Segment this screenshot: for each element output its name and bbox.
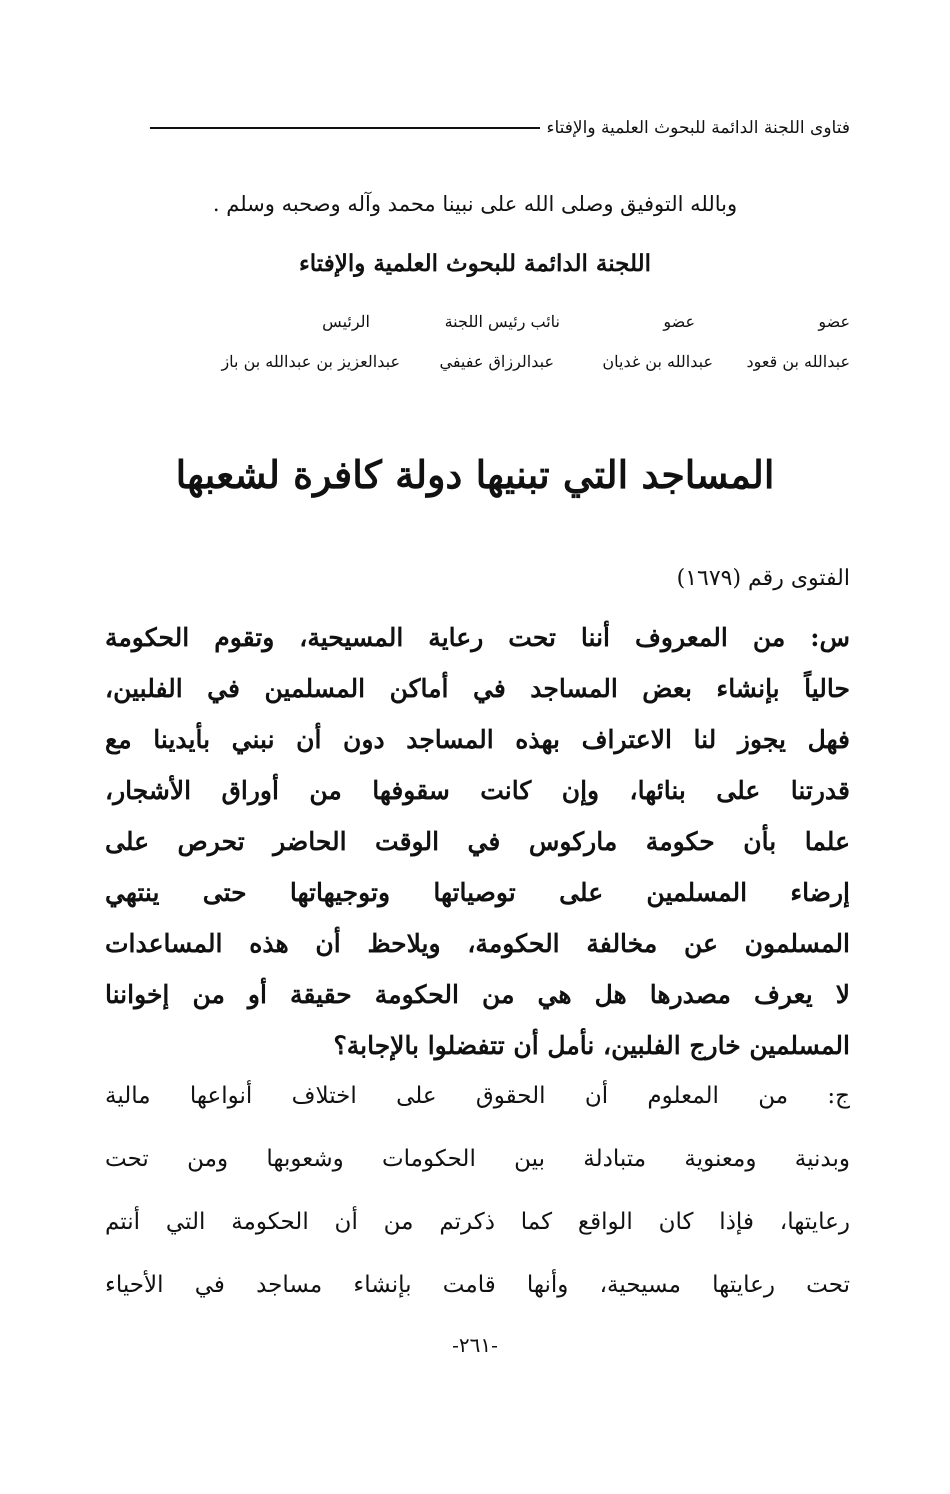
- question-line: فهل يجوز لنا الاعتراف بهذه المساجد دون أن نبني بأيدينا مع: [105, 725, 850, 754]
- committee-name: اللجنة الدائمة للبحوث العلمية والإفتاء: [298, 250, 652, 277]
- answer-line: تحت رعايتها مسيحية، وأنها قامت بإنشاء مساجد في الأحياء: [105, 1272, 850, 1298]
- signatory-role: الرئيس: [322, 312, 370, 331]
- answer-paragraph: [105, 1071, 850, 1323]
- signatory-name: عبدالله بن غديان: [602, 352, 713, 371]
- question-line: س: من المعروف أننا تحت رعاية المسيحية، وتقوم الحكومة: [105, 623, 850, 652]
- signatory-role: عضو: [818, 312, 850, 331]
- fatwa-number: الفتوى رقم (١٦٧٩): [676, 566, 850, 591]
- signatory-role: عضو: [663, 312, 695, 331]
- fatwa-title: المساجد التي تبنيها دولة كافرة لشعبها: [175, 452, 775, 497]
- question-line: المسلمين خارج الفلبين، نأمل أن تتفضلوا بالإجابة؟: [333, 1031, 850, 1060]
- answer-line: رعايتها، فإذا كان الواقع كما ذكرتم من أن الحكومة التي أنتم: [105, 1209, 850, 1235]
- question-paragraph: [105, 612, 850, 1071]
- signatory-role: نائب رئيس اللجنة: [444, 312, 560, 331]
- closing-formula: وبالله التوفيق وصلى الله على نبينا محمد وآله وصحبه وسلم .: [212, 192, 738, 216]
- question-line: المسلمون عن مخالفة الحكومة، ويلاحظ أن هذه المساعدات: [105, 929, 850, 958]
- signatory-name: عبدالله بن قعود: [746, 352, 850, 371]
- running-header-title: فتاوى اللجنة الدائمة للبحوث العلمية والإفتاء: [546, 118, 850, 138]
- signatory-name: عبدالعزيز بن عبدالله بن باز: [221, 352, 400, 371]
- answer-line: وبدنية ومعنوية متبادلة بين الحكومات وشعوبها ومن تحت: [105, 1146, 850, 1172]
- question-line: حالياً بإنشاء بعض المساجد في أماكن المسلمين في الفلبين،: [105, 674, 850, 703]
- signatory-name: عبدالرزاق عفيفي: [439, 352, 554, 371]
- question-line: قدرتنا على بنائها، وإن كانت سقوفها من أوراق الأشجار،: [105, 776, 850, 805]
- question-line: إرضاء المسلمين على توصياتها وتوجيهاتها حتى ينتهي: [105, 878, 850, 907]
- header-rule: [150, 127, 540, 129]
- page-number: -٢٦١-: [452, 1333, 498, 1357]
- running-header: [150, 118, 850, 138]
- question-line: لا يعرف مصدرها هل هي من الحكومة حقيقة أو من إخواننا: [105, 980, 850, 1009]
- question-line: علما بأن حكومة ماركوس في الوقت الحاضر تحرص على: [105, 827, 850, 856]
- answer-line: ج: من المعلوم أن الحقوق على اختلاف أنواعها مالية: [105, 1083, 850, 1109]
